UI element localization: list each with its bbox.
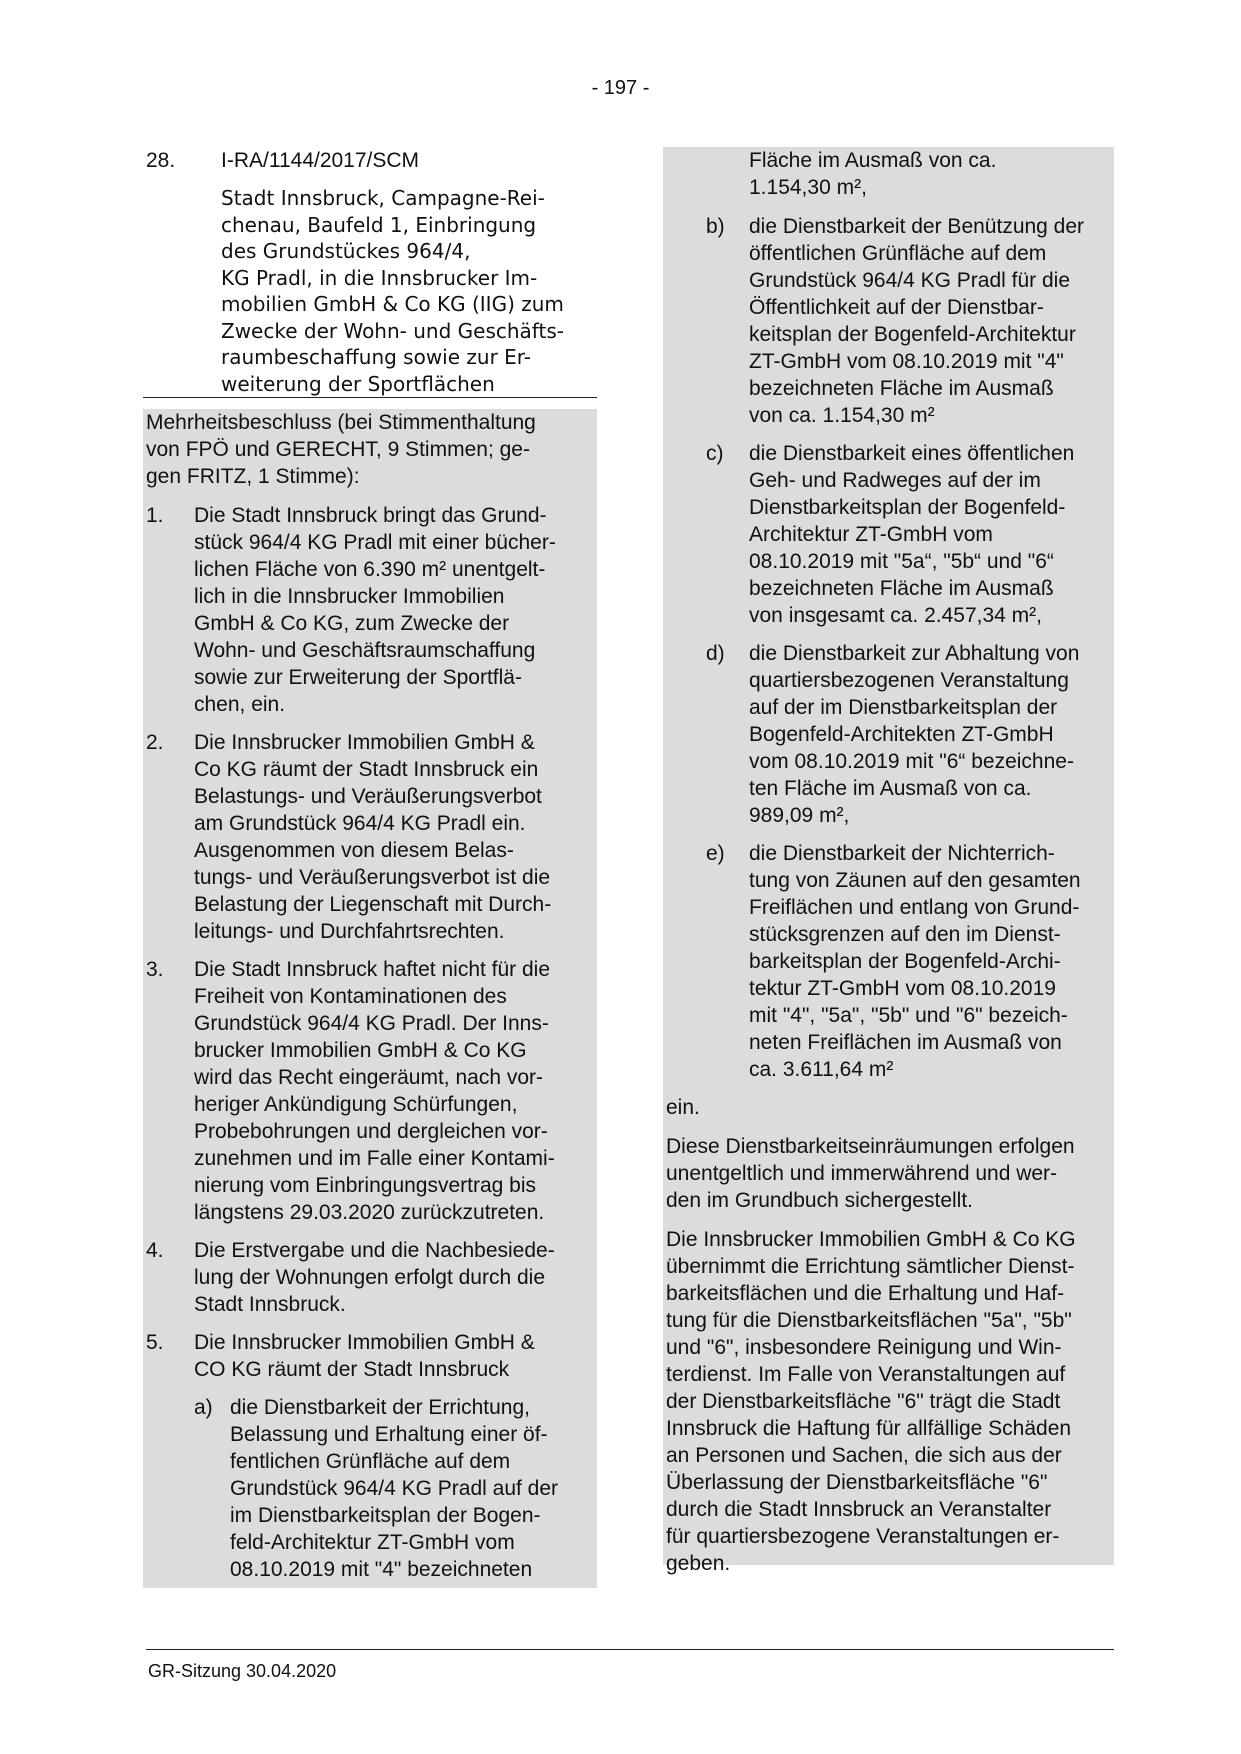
- point-line: Wohn- und Geschäftsraumschaffung: [194, 639, 536, 662]
- sub-line: die Dienstbarkeit der Benützung der: [749, 215, 1085, 238]
- paragraph-line: terdienst. Im Falle von Veranstaltungen auf: [666, 1363, 1066, 1386]
- sub-line: bezeichneten Fläche im Ausmaß: [749, 377, 1054, 400]
- point-line: Stadt Innsbruck.: [194, 1293, 346, 1316]
- item-title-line: chenau, Baufeld 1, Einbringung: [221, 212, 537, 237]
- item-title-line: des Grundstückes 964/4,: [221, 239, 471, 263]
- point-line: Grundstück 964/4 KG Pradl. Der Inns-: [194, 1012, 549, 1035]
- sub-line: vom 08.10.2019 mit "6“ bezeichne-: [749, 750, 1074, 773]
- sub-line: barkeitsplan der Bogenfeld-Archi-: [749, 950, 1061, 973]
- paragraph-line: an Personen und Sachen, die sich aus der: [666, 1444, 1062, 1467]
- sub-line: stücksgrenzen auf den im Dienst-: [749, 923, 1061, 946]
- sub-line: auf der im Dienstbarkeitsplan der: [749, 696, 1058, 719]
- sub-line: tektur ZT-GmbH vom 08.10.2019: [749, 977, 1056, 1000]
- sub-line: Grundstück 964/4 KG Pradl auf der: [230, 1477, 559, 1500]
- point-line: Co KG räumt der Stadt Innsbruck ein: [194, 758, 539, 781]
- paragraph-line: durch die Stadt Innsbruck an Veranstalter: [666, 1498, 1052, 1521]
- point-label: 5.: [146, 1331, 164, 1354]
- sub-line: von insgesamt ca. 2.457,34 m²,: [749, 604, 1042, 627]
- point-line: tungs- und Veräußerungsverbot ist die: [194, 866, 551, 889]
- point-line: Belastung der Liegenschaft mit Durch-: [194, 893, 552, 916]
- sub-line: bezeichneten Fläche im Ausmaß: [749, 577, 1054, 600]
- ein-text: ein.: [666, 1096, 700, 1119]
- sub-line: die Dienstbarkeit der Nichterrich-: [749, 842, 1055, 865]
- sub-label: c): [706, 442, 724, 465]
- right-column: [666, 147, 1106, 1589]
- point-line: Probebohrungen und dergleichen vor-: [194, 1120, 548, 1143]
- paragraph-line: unentgeltlich und immerwährend und wer-: [666, 1162, 1058, 1185]
- sub-label: e): [706, 842, 725, 865]
- sub-label: a): [194, 1396, 213, 1419]
- sub-line: Freiflächen und entlang von Grund-: [749, 896, 1080, 919]
- sub-line: Architektur ZT-GmbH vom: [749, 523, 993, 546]
- resolution-point-5: [146, 1329, 586, 1383]
- item-number: 28.: [146, 149, 176, 172]
- sub-line: keitsplan der Bogenfeld-Architektur: [749, 323, 1076, 346]
- servitude-e: [666, 840, 1106, 1083]
- servitude-a: [194, 1394, 586, 1583]
- resolution-line: Mehrheitsbeschluss (bei Stimmenthaltung: [146, 411, 536, 434]
- point-line: zunehmen und im Falle einer Kontami-: [194, 1147, 555, 1170]
- sub-line: von ca. 1.154,30 m²: [749, 404, 935, 427]
- sub-line: Geh- und Radweges auf der im: [749, 469, 1041, 492]
- sub-line: Bogenfeld-Architekten ZT-GmbH: [749, 723, 1054, 746]
- sub-line: die Dienstbarkeit eines öffentlichen: [749, 442, 1075, 465]
- point-line: Belastungs- und Veräußerungsverbot: [194, 785, 542, 808]
- point-line: wird das Recht eingeräumt, nach vor-: [194, 1066, 543, 1089]
- point-line: längstens 29.03.2020 zurückzutreten.: [194, 1201, 545, 1224]
- sub-line: Belassung und Erhaltung einer öf-: [230, 1423, 548, 1446]
- item-title-line: Zwecke der Wohn- und Geschäfts-: [221, 318, 564, 343]
- sub-label: b): [706, 215, 725, 238]
- sub-line: 08.10.2019 mit "4" bezeichneten: [230, 1558, 533, 1581]
- servitude-a-continuation: [749, 147, 1106, 201]
- sub-line: quartiersbezogenen Veranstaltung: [749, 669, 1069, 692]
- point-line: Die Erstvergabe und die Nachbesiede-: [194, 1239, 555, 1262]
- resolution-line: von FPÖ und GERECHT, 9 Stimmen; ge-: [146, 438, 530, 461]
- page-number: - 197 -: [591, 77, 650, 99]
- item-title-line: Stadt Innsbruck, Campagne-Rei-: [221, 186, 545, 210]
- paragraph-line: Überlassung der Dienstbarkeitsfläche "6": [666, 1471, 1048, 1494]
- point-line: lung der Wohnungen erfolgt durch die: [194, 1266, 546, 1289]
- paragraph-line: den im Grundbuch sichergestellt.: [666, 1189, 973, 1212]
- paragraph-line: Diese Dienstbarkeitseinräumungen erfolgen: [666, 1135, 1075, 1158]
- sub-line: ca. 3.611,64 m²: [749, 1058, 894, 1081]
- sub-line: ten Fläche im Ausmaß von ca.: [749, 777, 1032, 800]
- point-label: 1.: [146, 504, 164, 527]
- resolution-point-1: [146, 502, 586, 718]
- point-line: leitungs- und Durchfahrtsrechten.: [194, 920, 505, 943]
- sub-line: Öffentlichkeit auf der Dienstbar-: [749, 296, 1044, 319]
- paragraph-free-of-charge: [666, 1133, 1106, 1214]
- paragraph-line: tung für die Dienstbarkeitsflächen "5a", "5b": [666, 1309, 1072, 1332]
- point-line: chen, ein.: [194, 693, 286, 716]
- continuation-line: Fläche im Ausmaß von ca.: [749, 149, 997, 172]
- continuation-line: 1.154,30 m²,: [749, 176, 867, 199]
- point-line: Die Stadt Innsbruck haftet nicht für die: [194, 958, 551, 981]
- paragraph-line: für quartiersbezogene Veranstaltungen er-: [666, 1525, 1060, 1548]
- sub-line: feld-Architektur ZT-GmbH vom: [230, 1531, 515, 1554]
- left-column: [146, 409, 586, 1594]
- item-title-line: raumbeschaffung sowie zur Er-: [221, 345, 531, 369]
- point-line: stück 964/4 KG Pradl mit einer bücher-: [194, 531, 556, 554]
- sub-line: ZT-GmbH vom 08.10.2019 mit "4": [749, 350, 1064, 373]
- resolution-point-2: [146, 729, 586, 945]
- point-label: 2.: [146, 731, 164, 754]
- point-line: Die Innsbrucker Immobilien GmbH &: [194, 731, 535, 754]
- point-line: Die Stadt Innsbruck bringt das Grund-: [194, 504, 547, 527]
- sub-line: fentlichen Grünfläche auf dem: [230, 1450, 511, 1473]
- sub-label: d): [706, 642, 725, 665]
- footer-divider: [146, 1649, 1114, 1650]
- sub-line: die Dienstbarkeit zur Abhaltung von: [749, 642, 1080, 665]
- servitude-d: [666, 640, 1106, 829]
- point-line: GmbH & Co KG, zum Zwecke der: [194, 612, 510, 635]
- point-line: Die Innsbrucker Immobilien GmbH &: [194, 1331, 535, 1354]
- point-line: CO KG räumt der Stadt Innsbruck: [194, 1358, 510, 1381]
- item-code: I-RA/1144/2017/SCM: [221, 149, 420, 172]
- point-line: am Grundstück 964/4 KG Pradl ein.: [194, 812, 526, 835]
- item-title-line: mobilien GmbH & Co KG (IIG) zum: [221, 292, 564, 316]
- item-title: [221, 185, 601, 397]
- sub-line: 989,09 m²,: [749, 804, 850, 827]
- servitude-b: [666, 213, 1106, 429]
- point-line: lich in die Innsbrucker Immobilien: [194, 585, 505, 608]
- paragraph-line: barkeitsflächen und die Erhaltung und Haf-: [666, 1282, 1065, 1305]
- resolution-point-4: [146, 1237, 586, 1318]
- point-line: Freiheit von Kontaminationen des: [194, 985, 507, 1008]
- paragraph-line: und "6", insbesondere Reinigung und Win-: [666, 1336, 1062, 1359]
- paragraph-line: Innsbruck die Haftung für allfällige Schäden: [666, 1417, 1072, 1440]
- sub-line: 08.10.2019 mit "5a“, "5b“ und "6“: [749, 550, 1054, 573]
- sub-line: die Dienstbarkeit der Errichtung,: [230, 1396, 530, 1419]
- resolution-line: gen FRITZ, 1 Stimme):: [146, 465, 360, 488]
- sub-line: öffentlichen Grünfläche auf dem: [749, 242, 1047, 265]
- paragraph-line: übernimmt die Errichtung sämtlicher Dienst-: [666, 1255, 1075, 1278]
- footer-session-date: GR-Sitzung 30.04.2020: [148, 1661, 337, 1681]
- point-line: Ausgenommen von diesem Belas-: [194, 839, 514, 862]
- paragraph-line: Die Innsbrucker Immobilien GmbH & Co KG: [666, 1228, 1076, 1251]
- servitude-c: [666, 440, 1106, 629]
- point-line: nierung vom Einbringungsvertrag bis: [194, 1174, 537, 1197]
- title-divider: [143, 397, 597, 398]
- point-line: brucker Immobilien GmbH & Co KG: [194, 1039, 527, 1062]
- item-title-line: weiterung der Sportflächen: [221, 371, 495, 396]
- item-title-line: KG Pradl, in die Innsbrucker Im-: [221, 265, 538, 290]
- point-line: sowie zur Erweiterung der Sportflä-: [194, 666, 522, 689]
- sub-line: tung von Zäunen auf den gesamten: [749, 869, 1081, 892]
- sub-line: mit "4", "5a", "5b" und "6" bezeich-: [749, 1004, 1068, 1027]
- point-line: lichen Fläche von 6.390 m² unentgelt-: [194, 558, 546, 581]
- sub-line: Dienstbarkeitsplan der Bogenfeld-: [749, 496, 1066, 519]
- paragraph-liability: [666, 1226, 1106, 1577]
- resolution-point-3: [146, 956, 586, 1226]
- paragraph-line: der Dienstbarkeitsfläche "6" trägt die Stadt: [666, 1390, 1061, 1413]
- sub-line: im Dienstbarkeitsplan der Bogen-: [230, 1504, 541, 1527]
- point-label: 4.: [146, 1239, 164, 1262]
- sub-line: neten Freiflächen im Ausmaß von: [749, 1031, 1062, 1054]
- resolution-statement: [146, 409, 586, 490]
- paragraph-line: geben.: [666, 1552, 731, 1575]
- sub-line: Grundstück 964/4 KG Pradl für die: [749, 269, 1070, 292]
- point-line: heriger Ankündigung Schürfungen,: [194, 1093, 518, 1116]
- point-label: 3.: [146, 958, 164, 981]
